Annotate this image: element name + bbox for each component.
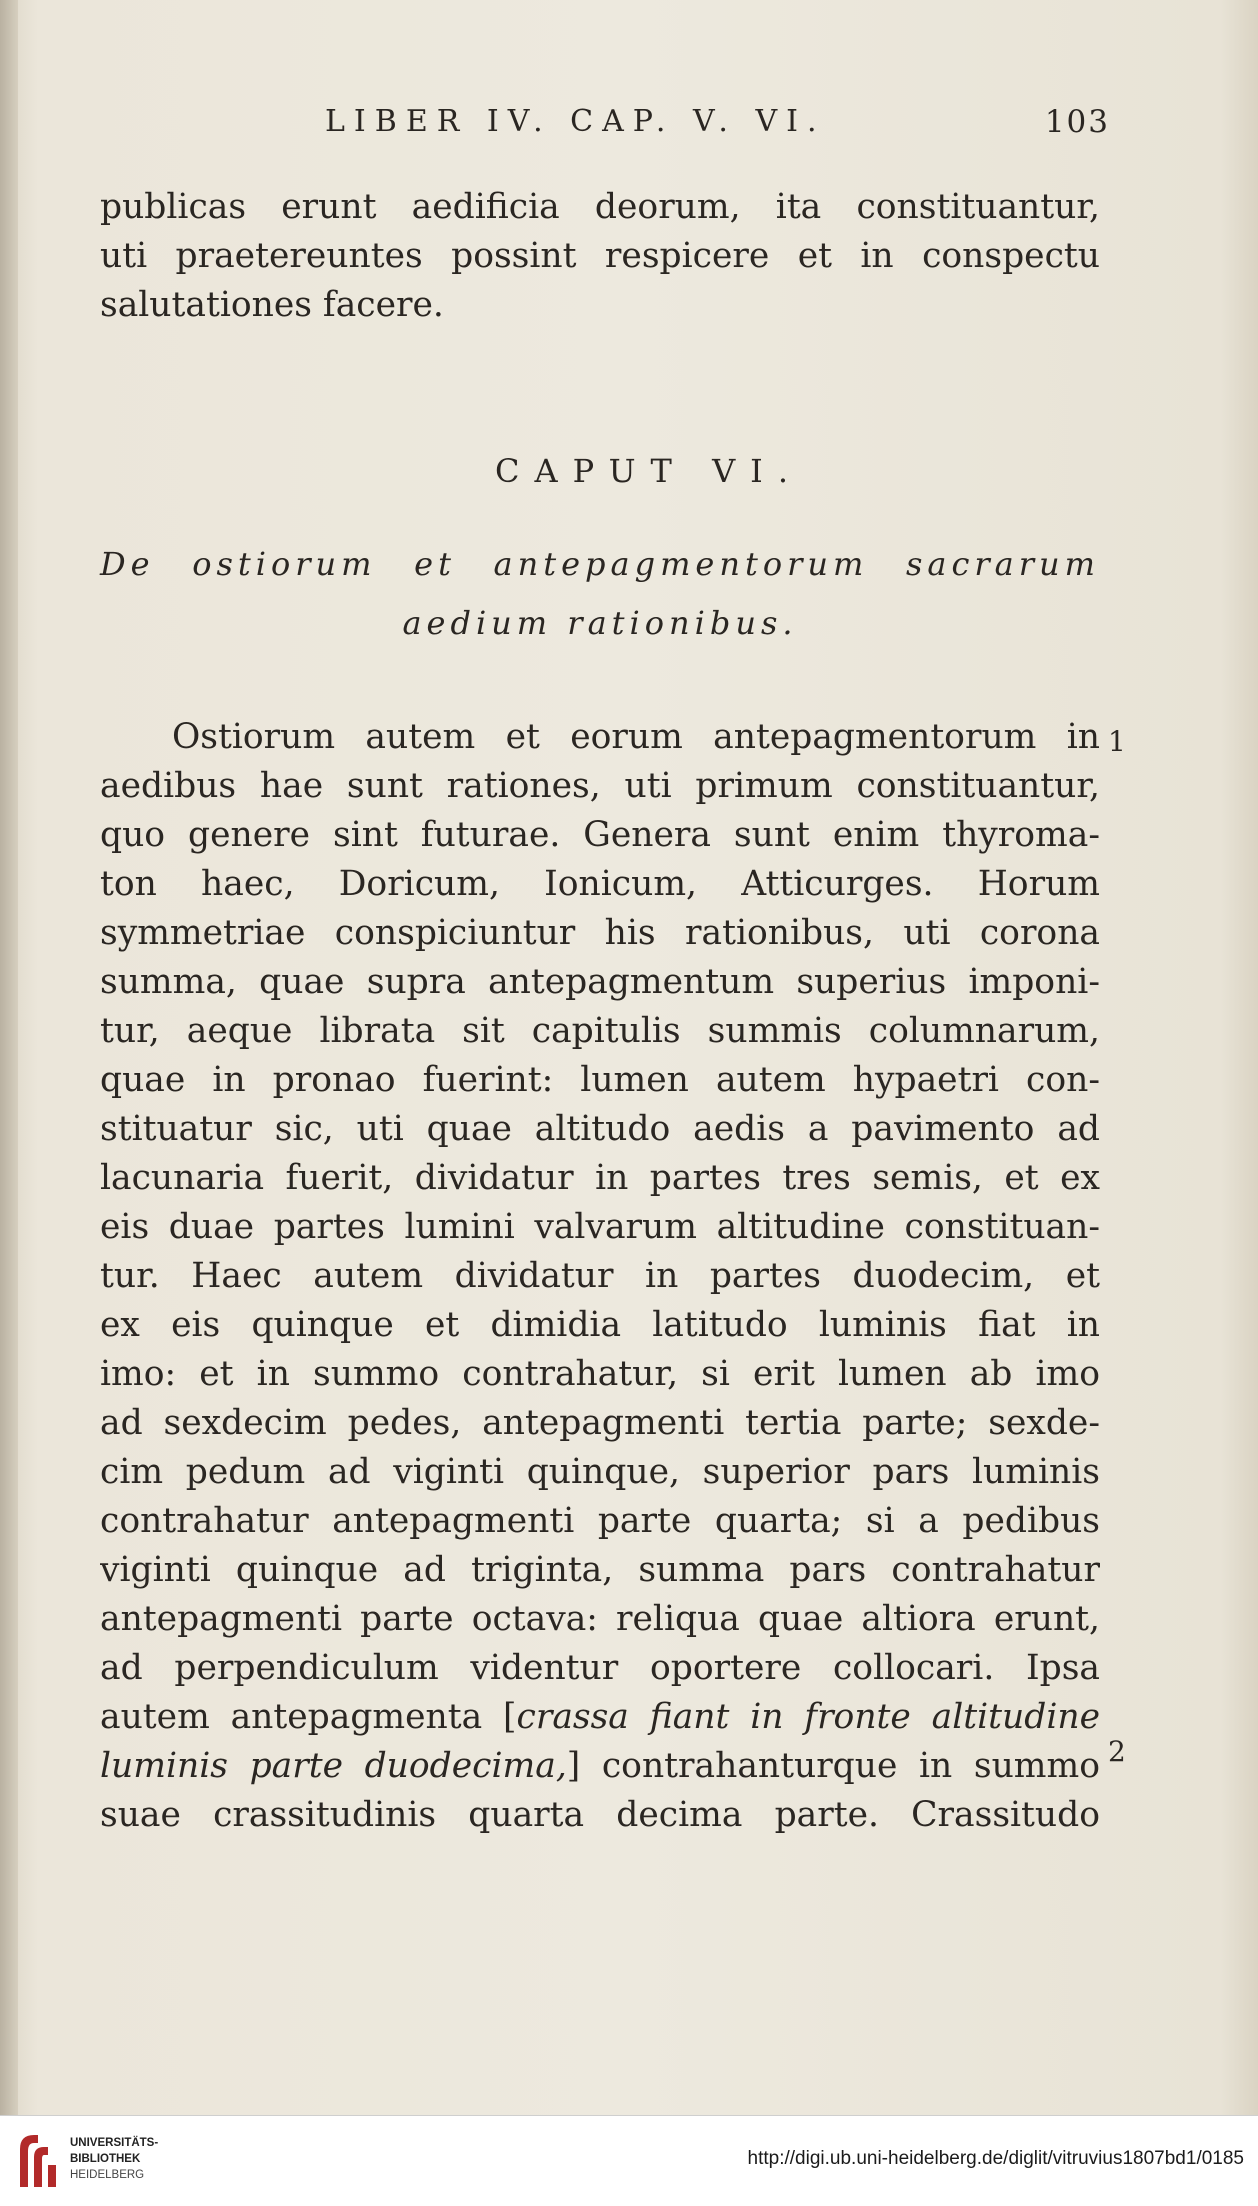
text-line: ex eis quinque et dimidia latitudo luminis fiat in — [100, 1305, 1100, 1345]
italic-insertion: luminis parte duodecima, — [100, 1746, 567, 1786]
text-line: summa, quae supra antepagmentum superius imponi- — [100, 962, 1100, 1002]
running-head — [100, 98, 1110, 146]
viewer-footer — [0, 2115, 1258, 2206]
text-line: ad perpendiculum videntur oportere collocari. Ipsa — [100, 1648, 1100, 1688]
source-url-link[interactable]: http://digi.ub.uni-heidelberg.de/diglit/vitruvius1807bd1/0185 — [747, 2148, 1244, 2169]
university-library-logo-icon — [14, 2129, 62, 2191]
italic-insertion: crassa fiant in fronte altitudine — [516, 1697, 1100, 1737]
text-line: aedibus hae sunt rationes, uti primum constituantur, — [100, 766, 1100, 806]
text-line: uti praetereuntes possint respicere et in conspectu — [100, 236, 1100, 276]
line-prefix: autem antepagmenta [ — [100, 1697, 517, 1737]
text-line — [100, 1742, 1100, 1791]
continuation-paragraph — [100, 183, 1100, 330]
text-line: Ostiorum autem et eorum antepagmentorum in — [172, 717, 1100, 757]
text-line: ad sexdecim pedes, antepagmenti tertia parte; sexde- — [100, 1403, 1100, 1443]
page-number: 103 — [1044, 104, 1110, 140]
text-line: lacunaria fuerit, dividatur in partes tres semis, et ex — [100, 1158, 1100, 1198]
text-line: suae crassitudinis quarta decima parte. Crassitudo — [100, 1795, 1100, 1835]
text-line: viginti quinque ad triginta, summa pars contrahatur — [100, 1550, 1100, 1590]
text-line: eis duae partes lumini valvarum altitudine constituan- — [100, 1207, 1100, 1247]
text-line: quo genere sint futurae. Genera sunt enim thyroma- — [100, 815, 1100, 855]
page-gutter-shadow — [0, 0, 18, 2115]
margin-section-number: 1 — [1108, 725, 1126, 758]
library-name — [70, 2135, 158, 2183]
running-title: LIBER IV. CAP. V. VI. — [325, 104, 826, 139]
chapter-heading: CAPUT VI. — [495, 452, 803, 490]
text-line: antepagmenti parte octava: reliqua quae altiora erunt, — [100, 1599, 1100, 1639]
text-line: contrahatur antepagmenti parte quarta; si a pedibus — [100, 1501, 1100, 1541]
text-line — [100, 1693, 1100, 1742]
library-name-line: UNIVERSITÄTS- — [70, 2137, 159, 2149]
library-name-line: BIBLIOTHEK — [70, 2153, 141, 2165]
text-line: symmetriae conspiciuntur his rationibus, uti corona — [100, 913, 1100, 953]
main-paragraph — [100, 713, 1100, 1840]
line-suffix: ] contrahanturque in summo — [566, 1746, 1100, 1786]
library-name-line: HEIDELBERG — [70, 2169, 145, 2181]
text-line: publicas erunt aedificia deorum, ita constituantur, — [100, 187, 1100, 227]
text-line: ton haec, Doricum, Ionicum, Atticurges. Horum — [100, 864, 1100, 904]
text-line: stituatur sic, uti quae altitudo aedis a pavimento ad — [100, 1109, 1100, 1149]
text-line: cim pedum ad viginti quinque, superior pars luminis — [100, 1452, 1100, 1492]
chapter-subtitle-line: aedium rationibus. — [402, 604, 798, 642]
margin-section-number: 2 — [1108, 1735, 1126, 1768]
text-line: imo: et in summo contrahatur, si erit lumen ab imo — [100, 1354, 1100, 1394]
text-line: quae in pronao fuerint: lumen autem hypaetri con- — [100, 1060, 1100, 1100]
text-line: tur. Haec autem dividatur in partes duodecim, et — [100, 1256, 1100, 1296]
chapter-subtitle-line: De ostiorum et antepagmentorum sacrarum — [100, 545, 1100, 583]
text-line: tur, aeque librata sit capitulis summis columnarum, — [100, 1011, 1100, 1051]
text-line: salutationes facere. — [100, 285, 444, 325]
